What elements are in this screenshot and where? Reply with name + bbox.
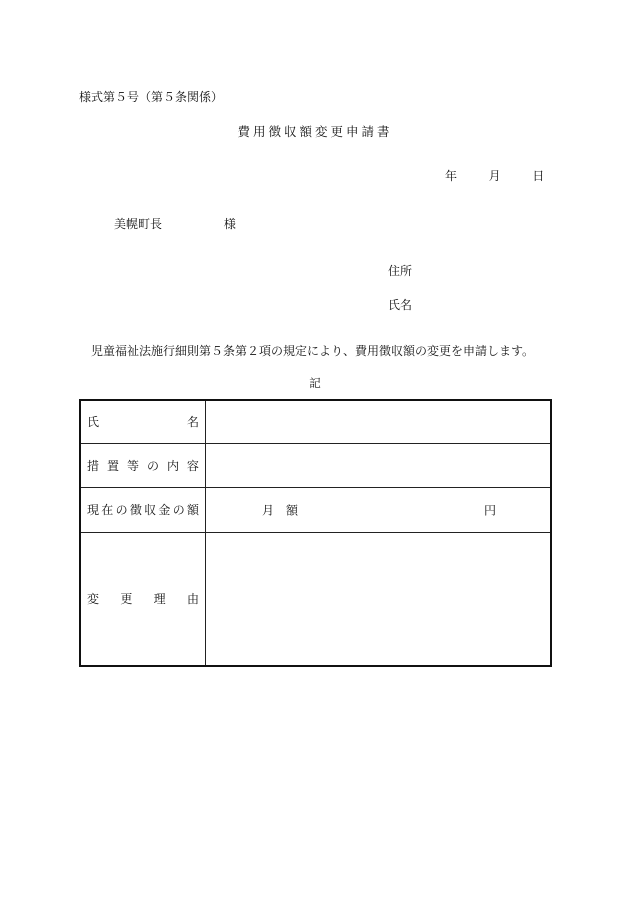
applicant-name-label: 氏名 <box>388 298 413 312</box>
name-field[interactable] <box>206 400 552 443</box>
name-label-cell <box>80 400 206 443</box>
label-char: 名 <box>186 415 199 430</box>
table-row <box>80 532 551 666</box>
label-char: の <box>115 503 128 517</box>
label-char: 氏 <box>87 415 100 430</box>
label-char: 等 <box>126 458 139 473</box>
reason-label-cell <box>80 532 206 666</box>
intro-text: 児童福祉法施行細則第５条第２項の規定により、費用徴収額の変更を申請します。 <box>91 344 535 358</box>
label-char: 由 <box>186 592 199 607</box>
date-year-label: 年 <box>445 169 458 183</box>
amount-label-cell <box>80 487 206 532</box>
addressee-name: 美幌町長 <box>114 217 163 231</box>
current-amount-label <box>81 501 205 518</box>
label-char: 措 <box>87 458 100 473</box>
label-char: 更 <box>120 592 133 607</box>
yen-unit: 円 <box>484 503 497 517</box>
form-number: 様式第５号（第５条関係） <box>79 90 224 104</box>
table-row <box>80 487 551 532</box>
label-char: 現 <box>87 503 100 517</box>
label-char: 在 <box>101 503 114 517</box>
label-char: 収 <box>144 503 157 517</box>
label-char: 理 <box>153 592 166 607</box>
change-reason-label <box>81 590 205 607</box>
table-row <box>80 443 551 487</box>
label-char: 置 <box>106 458 119 473</box>
application-table <box>79 399 552 667</box>
applicant-address-label: 住所 <box>388 264 413 278</box>
name-label <box>81 413 205 430</box>
label-char: 容 <box>186 458 199 473</box>
date-day-label: 日 <box>532 169 545 183</box>
date-line <box>445 167 544 184</box>
addressee <box>114 215 236 232</box>
ki-heading: 記 <box>309 376 321 390</box>
date-month-label: 月 <box>488 169 501 183</box>
label-char: の <box>146 458 159 473</box>
table-row <box>80 400 551 443</box>
measure-label-cell <box>80 443 206 487</box>
measure-label <box>81 457 205 474</box>
label-char: 徴 <box>129 503 142 517</box>
change-reason-field[interactable] <box>206 532 552 666</box>
measure-content-field[interactable] <box>206 443 552 487</box>
label-char: 変 <box>87 592 100 607</box>
monthly-amount-label: 月 額 <box>262 503 299 517</box>
label-char: の <box>172 503 185 517</box>
label-char: 額 <box>186 503 199 517</box>
addressee-honorific: 様 <box>223 217 236 231</box>
current-amount-field[interactable] <box>206 487 552 532</box>
label-char: 内 <box>166 458 179 473</box>
document-title: 費用徴収額変更申請書 <box>237 124 393 139</box>
label-char: 金 <box>158 503 171 517</box>
